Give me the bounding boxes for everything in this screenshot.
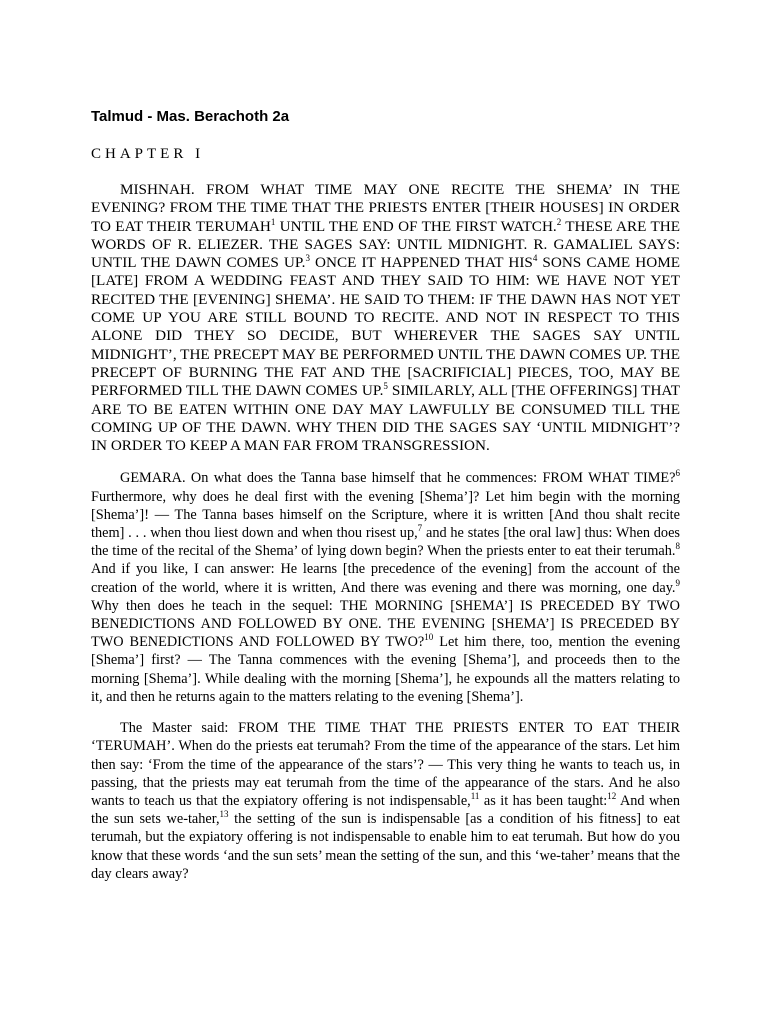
text-segment: The Master said: FROM THE TIME THAT THE PRIESTS ENTER TO EAT THEIR ‘TERUMAH’. When do the priests eat terumah? From the time of the appearance of the stars. Let him then say: ‘From the time of the appearance of the stars’? — This very thing he wants to teach us, in passing, that the priests may eat terumah from the time of the appearance of the stars. And he also wants to teach us that the expiatory offering is not indispensable, — [91, 720, 680, 809]
footnote-marker: 5 — [383, 381, 388, 392]
text-segment: ONCE IT HAPPENED THAT HIS — [309, 254, 533, 272]
text-segment: Furthermore, why does he deal first with the evening [Shema’]? Let him begin with the morning [Shema’]! — The Tanna bases himself on the Scripture, where it is written [And thou shalt recite them] . . . when thou liest down and when thou risest up, — [91, 488, 680, 542]
text-segment: Let him there, too, mention the evening [Shema’] first? — The Tanna commences with the evening [Shema’], and proceeds then to the morning [Shema’]. While dealing with the morning [Shema’], he expounds all the matters relating to it, and then he returns again to the matters relating to the evening [Shema’]. — [91, 634, 680, 705]
text-segment: as it has been taught: — [479, 792, 608, 809]
document-title: Talmud - Mas. Berachoth 2a — [91, 108, 290, 125]
footnote-marker: 7 — [417, 523, 423, 534]
gemara-paragraph — [91, 469, 680, 706]
text-segment: And when the sun sets we-taher, — [91, 792, 680, 828]
chapter-heading: CHAPTER I — [91, 146, 205, 162]
master-said-paragraph — [91, 719, 680, 883]
footnote-marker: 1 — [270, 216, 276, 227]
footnote-marker: 2 — [556, 216, 562, 227]
text-segment: MISHNAH. FROM WHAT TIME MAY ONE RECITE THE SHEMA’ IN THE EVENING? FROM THE TIME THAT THE PRIESTS ENTER [THEIR HOUSES] IN ORDER TO EAT THEIR TERUMAH — [91, 181, 680, 235]
text-segment: Why then does he teach in the sequel: THE MORNING [SHEMA’] IS PRECEDED BY TWO BENEDICTIONS AND FOLLOWED BY ONE. THE EVENING [SHEMA’] IS PRECEDED BY TWO BENEDICTIONS AND FOLLOWED BY TWO? — [91, 597, 680, 651]
footnote-marker: 8 — [675, 541, 680, 552]
text-segment: THESE ARE THE WORDS OF R. ELIEZER. THE SAGES SAY: UNTIL MIDNIGHT. R. GAMALIEL SAYS: UNTIL THE DAWN COMES UP. — [91, 217, 680, 272]
footnote-marker: 11 — [470, 791, 480, 802]
document-page — [91, 108, 680, 883]
text-segment: GEMARA. On what does the Tanna base himself that he commences: FROM WHAT TIME? — [120, 470, 676, 487]
footnote-marker: 6 — [675, 468, 680, 479]
text-segment: and he states [the oral law] thus: When does the time of the recital of the Shema’ of lying down begin? When the priests enter to eat their terumah. — [91, 525, 680, 560]
footnote-marker: 13 — [219, 809, 229, 820]
footnote-marker: 12 — [607, 791, 617, 802]
footnote-marker: 9 — [675, 577, 680, 588]
text-segment: SIMILARLY, ALL [THE OFFERINGS] THAT ARE TO BE EATEN WITHIN ONE DAY MAY LAWFULLY BE CONSUMED TILL THE COMING UP OF THE DAWN. WHY THEN DID THE SAGES SAY ‘UNTIL MIDNIGHT’? IN ORDER TO KEEP A MAN FAR FROM TRANSGRESSION. — [91, 382, 680, 455]
text-segment: And if you like, I can answer: He learns [the precedence of the evening] from the account of the creation of the world, where it is written, And there was evening and there was morning, one day. — [91, 561, 680, 596]
footnote-marker: 3 — [305, 253, 310, 264]
text-segment: UNTIL THE END OF THE FIRST WATCH. — [275, 217, 557, 235]
footnote-marker: 10 — [424, 632, 434, 643]
footnote-marker: 4 — [532, 253, 538, 264]
mishnah-paragraph — [91, 181, 680, 455]
text-segment: SONS CAME HOME [LATE] FROM A WEDDING FEAST AND THEY SAID TO HIM: WE HAVE NOT YET RECITED THE [EVENING] SHEMA’. HE SAID TO THEM: IF THE DAWN HAS NOT YET COME UP YOU ARE STILL BOUND TO RECITE. AND NOT IN RESPECT TO THIS ALONE DID THEY SO DECIDE, BUT WHEREVER THE SAGES SAY UNTIL MIDNIGHT’, THE PRECEPT MAY BE PERFORMED UNTIL THE DAWN COMES UP. THE PRECEPT OF BURNING THE FAT AND THE [SACRIFICIAL] PIECES, TOO, MAY BE PERFORMED TILL THE DAWN COMES UP. — [91, 254, 681, 400]
text-segment: the setting of the sun is indispensable [as a condition of his fitness] to eat terumah, but the expiatory offering is not indispensable to enable him to eat terumah. But how do you know that these words ‘and the sun sets’ mean the setting of the sun, and this ‘we-taher’ means that the day clears away? — [91, 811, 680, 882]
